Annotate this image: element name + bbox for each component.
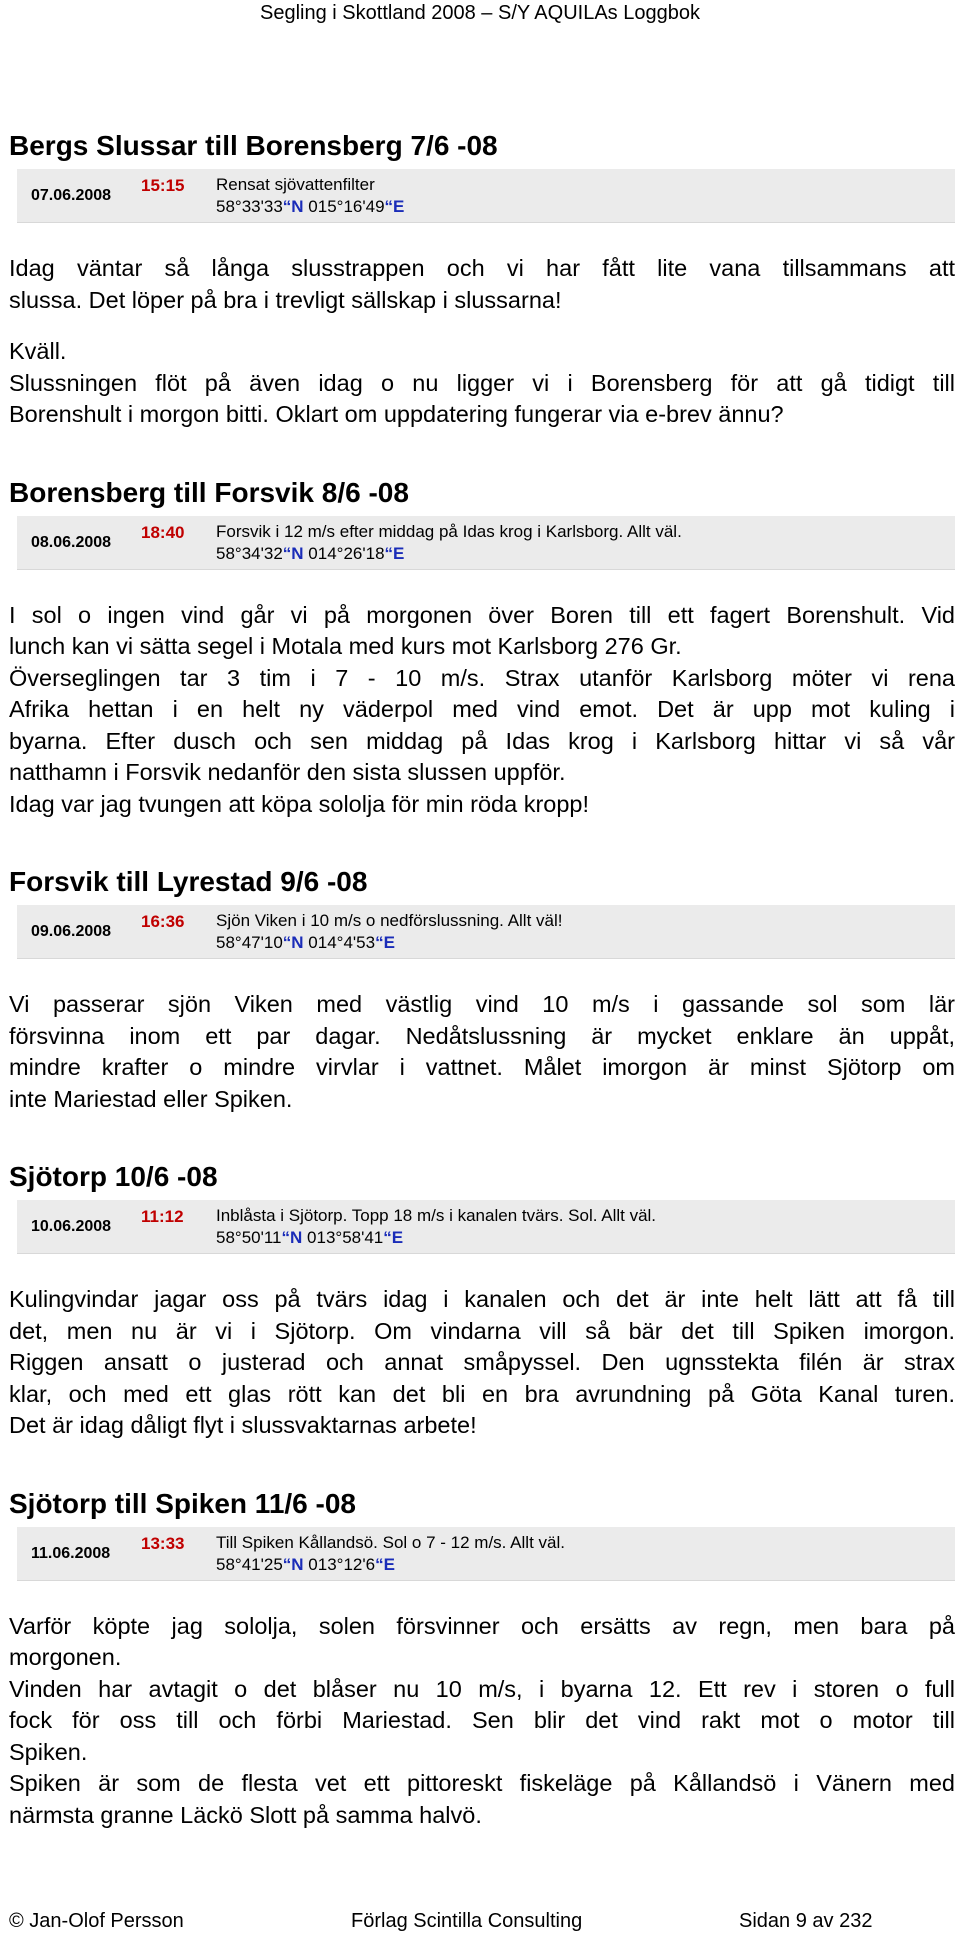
minute-mark: “	[384, 197, 394, 216]
log-position-box	[17, 169, 955, 223]
paragraph-line: lunch kan vi sätta segel i Motala med kurs mot Karlsborg 276 Gr.	[9, 633, 682, 659]
minute-mark: “	[282, 197, 292, 216]
minute-mark: “	[282, 543, 292, 563]
log-coordinates	[216, 197, 404, 217]
log-position-box	[17, 905, 955, 959]
latitude-direction: N	[291, 197, 304, 216]
paragraph-line: Det är idag dåligt flyt i slussvaktarnas arbete!	[9, 1412, 477, 1438]
longitude-direction: E	[393, 197, 405, 216]
log-coordinates	[216, 544, 404, 564]
minute-mark: “	[281, 1228, 291, 1247]
minute-mark: “	[282, 933, 292, 952]
paragraph-line: Varför köpte jag sololja, solen försvinner och ersätts av regn, men bara på	[9, 1612, 955, 1639]
log-date: 11.06.2008	[31, 1544, 111, 1562]
logbook-content	[9, 128, 955, 1875]
log-note: Sjön Viken i 10 m/s o nedförslussning. Allt väl!	[216, 911, 563, 930]
entry-paragraph	[9, 600, 955, 821]
paragraph-line: byarna. Efter dusch och sen middag på Idas krog i Karlsborg hittar vi så vår	[9, 727, 955, 754]
entry-paragraph	[9, 989, 955, 1115]
log-position-box	[17, 1527, 955, 1581]
log-time: 11:12	[141, 1207, 184, 1226]
latitude: 58°50'11	[216, 1228, 282, 1247]
log-time: 16:36	[141, 912, 185, 931]
paragraph-line: Kulingvindar jagar oss på tvärs idag i kanalen och det är inte helt lätt att få till	[9, 1286, 955, 1312]
latitude-direction: N	[291, 543, 304, 563]
longitude-direction: E	[391, 1228, 404, 1247]
log-time: 13:33	[141, 1533, 185, 1553]
entry-paragraph	[9, 1284, 955, 1442]
log-position-box	[17, 516, 955, 570]
log-note: Inblåsta i Sjötorp. Topp 18 m/s i kanalen tvärs. Sol. Allt väl.	[216, 1206, 657, 1225]
log-entry	[9, 1486, 955, 1832]
paragraph-line: närmsta granne Läckö Slott på samma halvö.	[9, 1801, 482, 1828]
entry-title: Forsvik till Lyrestad 9/6 -08	[9, 866, 368, 897]
paragraph-line: Afrika hettan i en helt ny väderpol med vind emot. Det är upp mot kuling i	[9, 696, 955, 722]
paragraph-line: I sol o ingen vind går vi på morgonen över Boren till ett fagert Borenshult. Vid	[9, 601, 955, 628]
entry-title: Borensberg till Forsvik 8/6 -08	[9, 476, 409, 508]
footer-publisher: Förlag Scintilla Consulting	[351, 1910, 583, 1932]
paragraph-line: Kväll.	[9, 338, 67, 364]
minute-mark: “	[375, 1554, 384, 1574]
log-coordinates	[216, 1228, 403, 1248]
log-date: 08.06.2008	[31, 533, 112, 551]
latitude-direction: N	[291, 933, 304, 952]
log-entry	[9, 128, 955, 431]
entry-paragraph	[9, 253, 955, 316]
paragraph-line: Idag väntar så långa slusstrappen och vi har fått lite vana tillsammans att	[9, 255, 955, 281]
log-entry	[9, 1159, 955, 1442]
entry-title: Sjötorp till Spiken 11/6 -08	[9, 1487, 356, 1519]
minute-mark: “	[384, 543, 394, 563]
longitude-direction: E	[383, 933, 395, 952]
minute-mark: “	[282, 1554, 292, 1574]
latitude: 58°47'10	[216, 933, 283, 952]
paragraph-line: Riggen ansatt o justerad och annat småpyssel. Den ugnsstekta filén är strax	[9, 1349, 955, 1375]
paragraph-line: försvinna inom ett par dagar. Nedåtslussning är mycket enklare än uppåt,	[9, 1022, 955, 1049]
log-time: 15:15	[141, 176, 185, 195]
paragraph-line: fock för oss till och förbi Mariestad. Sen blir det vind rakt mot o motor till	[9, 1707, 955, 1733]
paragraph-line: Borenshult i morgon bitti. Oklart om uppdatering fungerar via e-brev ännu?	[9, 401, 784, 427]
latitude: 58°41'25	[216, 1554, 283, 1574]
entry-paragraph	[9, 1611, 955, 1832]
latitude: 58°33'33	[216, 197, 283, 216]
latitude-direction: N	[290, 1228, 303, 1247]
paragraph-line: det, men nu är vi i Sjötorp. Om vindarna vill så bär det till Spiken imorgon.	[9, 1317, 955, 1344]
paragraph-line: Överseglingen tar 3 tim i 7 - 10 m/s. Strax utanför Karlsborg möter vi rena	[9, 664, 955, 691]
longitude: 014°26'18	[308, 543, 385, 563]
longitude-direction: E	[383, 1554, 395, 1574]
paragraph-line: natthamn i Forsvik nedanför den sista slussen uppför.	[9, 759, 566, 785]
paragraph-line: slussa. Det löper på bra i trevligt sällskap i slussarna!	[9, 286, 562, 313]
log-coordinates	[216, 933, 395, 953]
paragraph-line: Slussningen flöt på även idag o nu ligger vi i Borensberg för att gå tidigt till	[9, 369, 955, 396]
latitude-direction: N	[291, 1554, 304, 1574]
log-date: 09.06.2008	[31, 923, 112, 940]
entry-title: Bergs Slussar till Borensberg 7/6 -08	[9, 130, 498, 161]
log-date: 07.06.2008	[31, 187, 112, 204]
longitude: 015°16'49	[308, 197, 385, 216]
log-position-box	[17, 1200, 955, 1254]
longitude: 013°58'41	[307, 1228, 384, 1247]
log-note: Till Spiken Kållandsö. Sol o 7 - 12 m/s. Allt väl.	[216, 1532, 565, 1552]
paragraph-line: Spiken är som de flesta vet ett pittoreskt fiskeläge på Kållandsö i Vänern med	[9, 1770, 955, 1796]
longitude: 014°4'53	[308, 933, 376, 952]
minute-mark: “	[375, 933, 384, 952]
paragraph-line: klar, och med ett glas rött kan det bli en bra avrundning på Göta Kanal turen.	[9, 1380, 955, 1407]
longitude: 013°12'6	[308, 1554, 376, 1574]
entry-paragraph	[9, 336, 955, 431]
latitude: 58°34'32	[216, 543, 283, 563]
log-date: 10.06.2008	[31, 1218, 112, 1235]
paragraph-line: Vinden har avtagit o det blåser nu 10 m/s, i byarna 12. Ett rev i storen o full	[9, 1675, 955, 1702]
paragraph-line: morgonen.	[9, 1644, 122, 1670]
paragraph-line: Vi passerar sjön Viken med västlig vind 10 m/s i gassande sol som lär	[9, 991, 955, 1017]
page-header: Segling i Skottland 2008 – S/Y AQUILAs Loggbok	[260, 2, 700, 24]
paragraph-line: Idag var jag tvungen att köpa sololja för min röda kropp!	[9, 790, 590, 817]
log-entry	[9, 864, 955, 1115]
log-entry	[9, 475, 955, 821]
paragraph-line: inte Mariestad eller Spiken.	[9, 1085, 293, 1112]
log-note: Forsvik i 12 m/s efter middag på Idas krog i Karlsborg. Allt väl.	[216, 521, 682, 541]
footer-author: © Jan-Olof Persson	[9, 1910, 184, 1932]
log-note: Rensat sjövattenfilter	[216, 175, 375, 194]
log-time: 18:40	[141, 522, 185, 542]
footer-page-number: Sidan 9 av 232	[739, 1910, 873, 1932]
entry-title: Sjötorp 10/6 -08	[9, 1161, 218, 1192]
minute-mark: “	[383, 1228, 392, 1247]
log-coordinates	[216, 1555, 395, 1575]
paragraph-line: mindre krafter o mindre virvlar i vattnet. Målet imorgon är minst Sjötorp om	[9, 1054, 955, 1080]
paragraph-line: Spiken.	[9, 1738, 88, 1765]
longitude-direction: E	[393, 543, 405, 563]
